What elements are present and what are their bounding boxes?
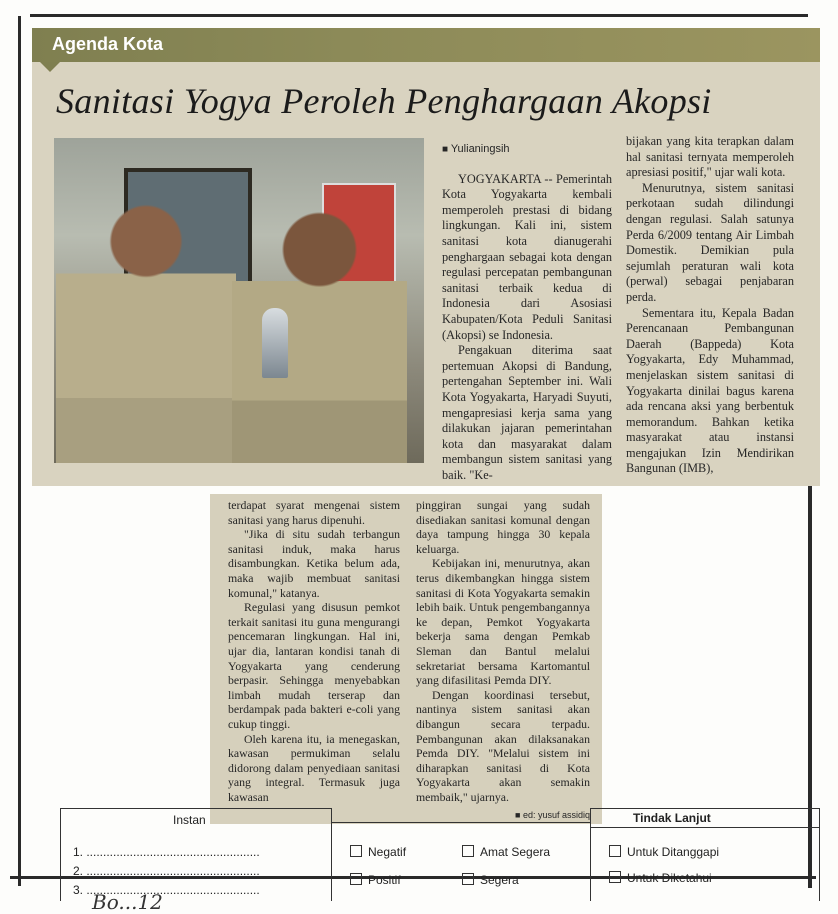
option-segera[interactable] [462,873,519,887]
article-column-3 [228,498,400,804]
article-headline: Sanitasi Yogya Peroleh Penghargaan Akopsi [56,81,712,121]
option-positif[interactable] [350,873,401,887]
form-header-instansi: Instan [173,813,206,827]
news-clipping-main [32,28,820,486]
section-banner [32,28,820,62]
banner-tab-arrow [40,62,60,72]
form-row-2: 2. .................................................... [73,864,260,878]
news-clipping-continuation [210,494,602,824]
frame-top-line [30,14,808,17]
option-amat-segera[interactable] [462,845,550,859]
paragraph: Menurutnya, sistem sanitasi perkotaan sudah dilindungi dengan regulasi. Salah satunya Perda 6/2009 tentang Air Limbah Domestik. Demikian pula sejumlah peraturan wali kota (perwal) sebagai penjabaran perda. [626,180,794,304]
checkbox[interactable] [609,871,621,883]
paragraph: Sementara itu, Kepala Badan Perencanaan Pembangunan Daerah (Bappeda) Kota Yogyakarta, Edy Muhammad, menjelaskan sistem sanitasi di Yogyakarta dinilai bagus karena ada rencana aksi yang berbentuk memorandum. Bahkan ketika masyarakat atau instansi mengajukan Izin Mendirikan Bangunan (IMB), [626,305,794,476]
option-label: Untuk Ditanggapi [627,845,720,859]
paragraph: bijakan yang kita terapkan dalam hal sanitasi ternyata memperoleh apresiasi positif," ujar wali kota. [626,134,794,180]
paragraph: terdapat syarat mengenai sistem sanitasi yang harus dipenuhi. [228,498,400,527]
person-right [232,208,407,463]
paragraph: "Jika di situ sudah terbangun sanitasi induk, maka harus disambungkan. Ketika belum ada, maka wajib membuat sanitasi komunal," katanya. [228,527,400,600]
form-instansi-box [60,808,332,901]
editor-credit: ■ ed: yusuf assidiq [416,808,590,823]
paragraph: Regulasi yang disusun pemkot terkait sanitasi itu guna mengurangi pencemaran lingkungan. Hal ini, ujar dia, lantaran kondisi tanah di Yogyakarta yang cenderung berpasir. Sehingga menyebabkan limbah mudah terserap dan berdampak pada bakteri e-coli yang cukup tinggi. [228,600,400,731]
section-label: Agenda Kota [52,34,164,54]
paragraph: YOGYAKARTA -- Pemerintah Kota Yogyakarta kembali memperoleh prestasi di bidang lingkungan. Kali ini, sistem sanitasi kota dianugerahi penghargaan sebagai kota dengan regulasi percepatan pembangunan sanitasi terbaik kedua di Indonesia dari Asosiasi Kabupaten/Kota Peduli Sanitasi (Akopsi) se Indonesia. [442,171,612,342]
article-column-1 [442,142,612,483]
paragraph: Dengan koordinasi tersebut, nantinya sistem sanitasi akan dibangun secara terpadu. Pembangunan akan dilaksanakan Pemda DIY. "Melalui sistem ini diharapkan sanitasi di Kota Yogyakarta akan semakin membaik," ujarnya. [416,687,590,804]
byline: ■ Yulianingsih [442,142,612,158]
form-sentiment-box [332,822,590,901]
checkbox[interactable] [462,845,474,857]
form-row-1: 1. .................................................... [73,845,260,859]
frame-left-line [18,16,21,886]
paragraph: Oleh karena itu, ia menegaskan, kawasan permukiman selalu didorong dalam penyediaan sanitasi yang integral. Termasuk juga kawasan [228,731,400,804]
option-label: Positif [368,873,401,887]
option-label: Untuk Diketahui [627,871,712,885]
checkbox[interactable] [609,845,621,857]
person-left [56,198,236,463]
article-column-2 [626,134,794,477]
article-photo [54,138,424,463]
option-untuk-ditanggapi[interactable] [609,845,719,859]
article-column-4 [416,498,590,823]
checkbox[interactable] [350,845,362,857]
paragraph: pinggiran sungai yang sudah disediakan sanitasi komunal dengan daya tampung hingga 30 kepala keluarga. [416,498,590,556]
checkbox[interactable] [350,873,362,885]
option-label: Segera [480,873,519,887]
followup-form [60,808,820,900]
form-tindak-lanjut-box [590,808,820,901]
divider [591,827,819,828]
option-negatif[interactable] [350,845,406,859]
form-row-3: 3. .................................................... [73,883,260,897]
paragraph: Pengakuan diterima saat pertemuan Akopsi di Bandung, pertengahan September ini. Wali Kota Yogyakarta, Haryadi Suyuti, mengapresiasi kerja sama yang dilakukan jajaran pemerintahan kota dan masyarakat dalam membangun sistem sanitasi yang baik. "Ke- [442,343,612,482]
paragraph: Kebijakan ini, menurutnya, akan terus dikembangkan hingga sistem sanitasi di Kota Yogyakarta semakin lebih baik. Untuk pengembangannya ke depan, Pemkot Yogyakarta bekerja sama dengan Pemkab Sleman dan Bantul melalui sekretariat bersama Kartomantul yang difasilitasi Pemda DIY. [416,556,590,688]
option-label: Negatif [368,845,407,859]
form-header-tindak-lanjut: Tindak Lanjut [633,811,711,825]
checkbox[interactable] [462,873,474,885]
option-untuk-diketahui[interactable] [609,871,712,885]
trophy-icon [262,308,288,378]
option-label: Amat Segera [480,845,551,859]
handwritten-note: Bo...12 [92,890,163,914]
